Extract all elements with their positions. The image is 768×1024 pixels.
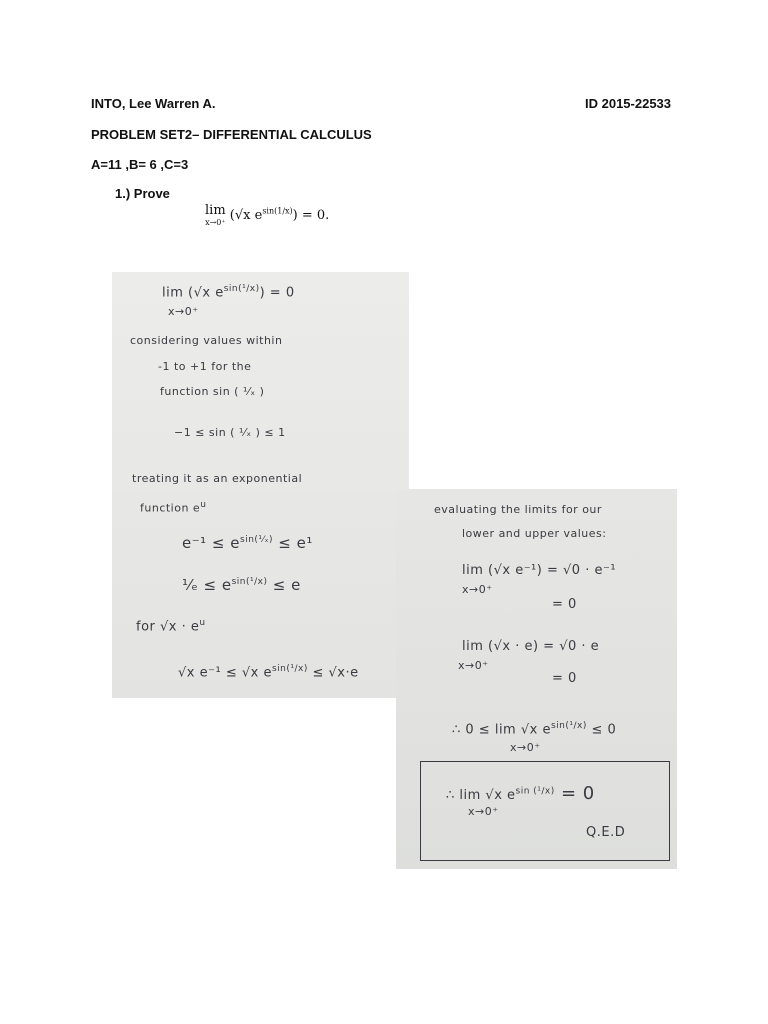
handwritten-photo-left <box>112 272 409 698</box>
hw-left-line9: ¹⁄ₑ ≤ $e^{sin(^1/x)} \le e$ <box>182 576 301 594</box>
hw-right-line2: lower and upper values: <box>462 527 607 540</box>
hw-left-line4: function sin ( ¹⁄ₓ ) <box>160 385 265 398</box>
hw-right-line7-sub: x→0⁺ <box>510 741 541 754</box>
student-name: INTO, Lee Warren A. <box>91 96 216 111</box>
hw-left-line6: treating it as an exponential <box>132 472 303 485</box>
hw-left-line1-sub: x→0⁺ <box>168 305 199 318</box>
hw-right-qed: Q.E.D <box>586 825 626 840</box>
hw-right-line3-sub: x→0⁺ <box>462 583 493 596</box>
hw-left-line2: considering values within <box>130 334 283 347</box>
hw-left-line3: -1 to +1 for the <box>158 360 252 373</box>
formula-body-open: (√x e <box>229 208 263 223</box>
problem-formula <box>205 204 329 227</box>
hw-right-line5: lim (√x · e) = √0 · e <box>462 639 600 654</box>
hw-right-line8-sub: x→0⁺ <box>468 805 499 818</box>
formula-exponent: sin(1/x) <box>262 206 293 216</box>
hw-left-line8: $e^{-1} \le e^{sin(^1⁄_x)} \le e^1$ <box>182 534 313 552</box>
conclusion-box <box>420 761 670 861</box>
formula-lim: lim <box>205 203 226 218</box>
hw-right-line3: lim (√x e⁻¹) = √0 · e⁻¹ <box>462 563 617 578</box>
hw-left-line1: lim (√x $e^{sin(^1/x)}) = 0$ <box>162 284 295 301</box>
hw-left-line7: function $e^u$ <box>140 500 207 515</box>
formula-body-close: ) = 0. <box>292 208 330 223</box>
parameter-values: A=11 ,B= 6 ,C=3 <box>91 157 189 172</box>
hw-right-line6: = 0 <box>552 671 577 686</box>
problem-label: 1.) Prove <box>115 186 170 201</box>
hw-right-line7: ∴ 0 ≤ lim √x $e^{sin(^1/x)} \le 0$ <box>452 721 617 738</box>
hw-right-line1: evaluating the limits for our <box>434 503 602 516</box>
hw-left-line5: −1 ≤ sin ( ¹⁄ₓ ) ≤ 1 <box>174 426 286 439</box>
hw-left-line11: √x e⁻¹ ≤ √x $e^{sin(^1/x)} \le √x\cdot e$ <box>178 664 359 681</box>
hw-right-line8: ∴ lim √x $e^{sin (^1/x)} = 0$ <box>446 783 595 804</box>
hw-right-line4: = 0 <box>552 597 577 612</box>
handwritten-photo-right <box>396 489 677 869</box>
hw-right-line5-sub: x→0⁺ <box>458 659 489 672</box>
hw-left-line10: for $√x \cdot e^u$ <box>136 618 206 635</box>
document-title: PROBLEM SET2– DIFFERENTIAL CALCULUS <box>91 127 372 142</box>
student-id: ID 2015-22533 <box>585 96 672 111</box>
formula-lim-sub: x→0⁺ <box>205 218 226 227</box>
